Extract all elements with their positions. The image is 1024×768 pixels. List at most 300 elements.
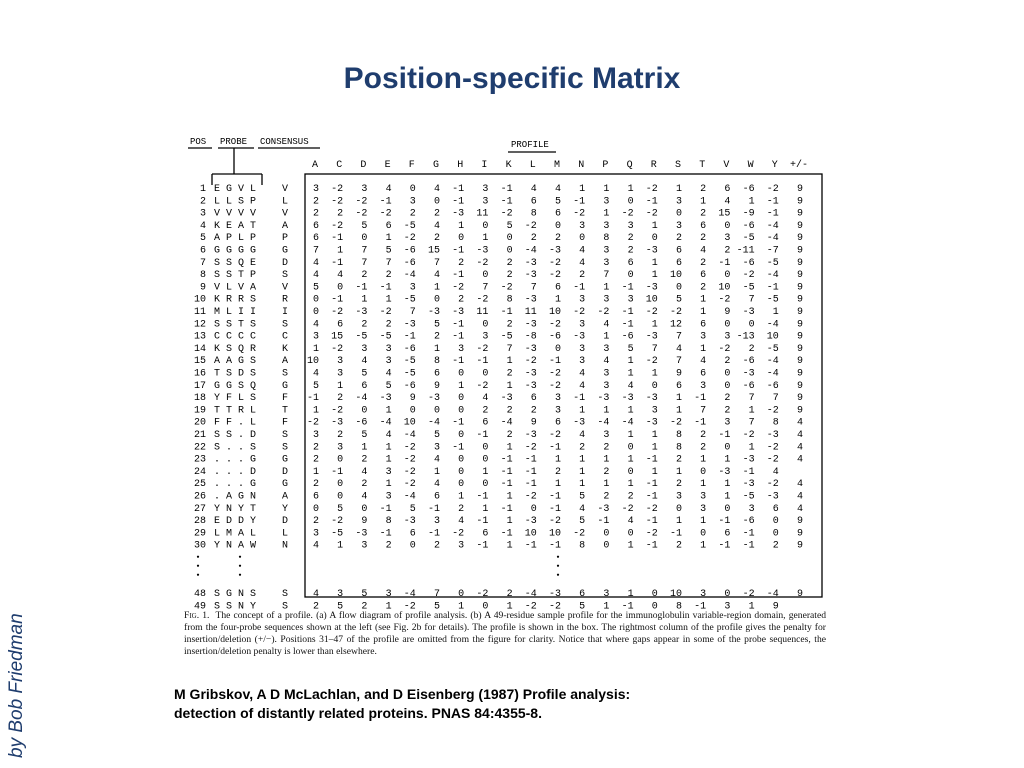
profile-cell: -2: [331, 343, 344, 355]
profile-cell: -2: [766, 479, 779, 491]
profile-cell: 3: [337, 589, 344, 600]
profile-cell: 1: [361, 442, 368, 454]
profile-cell: 3: [312, 528, 319, 540]
profile-cell: -2: [573, 528, 586, 540]
profile-cell: -3: [524, 430, 537, 441]
profile-cell: -3: [524, 257, 537, 269]
profile-cell: 0: [554, 343, 561, 355]
profile-cell: 1: [700, 343, 707, 355]
profile-cell: 7: [603, 270, 610, 282]
profile-cell: 6: [312, 220, 319, 232]
row-position: 7: [199, 257, 206, 269]
profile-cell: -2: [331, 220, 344, 232]
profile-cell: 3: [312, 430, 319, 441]
profile-cell: -2: [355, 208, 368, 220]
profile-cell: 3: [675, 220, 682, 232]
profile-cell: 2: [603, 466, 610, 478]
profile-cell: 15: [331, 331, 344, 343]
profile-cell: 2: [433, 331, 440, 343]
profile-cell: 5: [361, 368, 368, 380]
profile-cell: 7: [361, 257, 368, 269]
profile-cell: -1: [452, 270, 465, 282]
profile-cell: -2: [621, 208, 634, 220]
profile-cell: 1: [385, 405, 392, 417]
profile-cell: 5: [433, 601, 440, 613]
profile-cell: 1: [554, 294, 561, 306]
profile-cell: 2: [724, 405, 731, 417]
profile-cell: 2: [700, 442, 707, 454]
profile-cell: 4: [385, 368, 392, 380]
profile-cell: 5: [312, 282, 319, 294]
profile-cell: -6: [403, 343, 416, 355]
profile-cell: -2: [524, 356, 537, 368]
omitted-rows-dot: [239, 556, 241, 558]
profile-cell: 3: [361, 343, 368, 355]
profile-cell: -2: [476, 380, 489, 392]
profile-cell: 7: [675, 356, 682, 368]
profile-cell: 2: [385, 270, 392, 282]
profile-cell: 0: [458, 466, 465, 478]
slide-title: Position-specific Matrix: [343, 62, 681, 95]
profile-cell: 10: [524, 528, 537, 540]
row-consensus: S: [281, 319, 289, 331]
profile-cell: -3: [452, 208, 465, 220]
profile-cell: 8: [579, 540, 586, 552]
profile-cell: 0: [748, 319, 755, 331]
profile-cell: 8: [675, 442, 682, 454]
profile-cell: 2: [700, 257, 707, 269]
row-consensus: V: [281, 282, 289, 294]
profile-cell: 1: [748, 405, 755, 417]
profile-cell: 4: [796, 430, 803, 441]
profile-cell: 12: [669, 319, 682, 331]
row-probe-residues: Y F L S: [214, 393, 257, 405]
profile-cell: 9: [361, 516, 368, 528]
profile-cell: -1: [379, 528, 392, 540]
profile-cell: -1: [331, 257, 344, 269]
profile-cell: 0: [627, 466, 634, 478]
profile-cell: 1: [603, 208, 610, 220]
profile-cell: 1: [627, 454, 634, 466]
row-consensus: S: [281, 442, 289, 454]
profile-cell: 4: [579, 257, 586, 269]
profile-cell: -4: [403, 491, 416, 503]
profile-cell: 4: [312, 368, 319, 380]
profile-cell: 1: [700, 196, 707, 208]
profile-cell: 0: [675, 282, 682, 294]
profile-cell: 5: [337, 503, 344, 515]
profile-cell: -1: [548, 442, 561, 454]
profile-cell: 1: [312, 405, 319, 417]
profile-cell: 1: [627, 405, 634, 417]
profile-cell: 5: [433, 430, 440, 441]
profile-cell: -1: [742, 540, 755, 552]
profile-cell: 2: [700, 208, 707, 220]
profile-cell: 3: [675, 491, 682, 503]
profile-cell: 3: [385, 356, 392, 368]
row-position: 4: [199, 220, 206, 232]
profile-cell: 0: [724, 442, 731, 454]
profile-cell: 1: [651, 466, 658, 478]
profile-cell: 0: [458, 479, 465, 491]
profile-cell: 4: [433, 270, 440, 282]
profile-cell: 2: [554, 233, 561, 245]
profile-cell: 1: [627, 589, 634, 600]
figure-caption: [184, 610, 826, 658]
profile-cell: 15: [427, 245, 440, 257]
profile-cell: -4: [524, 589, 537, 600]
row-probe-residues: G G G G: [214, 245, 257, 257]
profile-cell: 3: [603, 245, 610, 257]
profile-cell: -2: [331, 184, 344, 195]
row-probe-residues: Y N A W: [214, 540, 257, 552]
profile-cell: 3: [700, 380, 707, 392]
profile-cell: -1: [476, 356, 489, 368]
profile-cell: 2: [579, 442, 586, 454]
profile-cell: 1: [579, 405, 586, 417]
profile-cell: 3: [724, 233, 731, 245]
profile-cell: -4: [500, 417, 513, 429]
profile-cell: 2: [554, 466, 561, 478]
profile-cell: -2: [548, 430, 561, 441]
profile-cell: 3: [337, 368, 344, 380]
profile-cell: -4: [766, 368, 779, 380]
profile-cell: 0: [651, 589, 658, 600]
row-probe-residues: S S T P: [214, 270, 257, 282]
profile-cell: 2: [385, 319, 392, 331]
profile-cell: 1: [506, 516, 513, 528]
profile-cell: 2: [458, 294, 465, 306]
profile-cell: 4: [579, 430, 586, 441]
profile-cell: 9: [796, 405, 803, 417]
column-header-6: G: [432, 160, 440, 171]
profile-cell: 1: [627, 356, 634, 368]
profile-cell: 3: [603, 430, 610, 441]
row-consensus: A: [281, 491, 289, 503]
profile-cell: 1: [748, 196, 755, 208]
profile-cell: -2: [548, 601, 561, 613]
profile-cell: 6: [409, 528, 416, 540]
profile-cell: -3: [476, 245, 489, 257]
profile-cell: 3: [603, 196, 610, 208]
profile-cell: -1: [645, 454, 658, 466]
profile-cell: -1: [766, 282, 779, 294]
profile-cell: -2: [331, 516, 344, 528]
profile-cell: -3: [742, 307, 755, 318]
profile-cell: -4: [524, 245, 537, 257]
profile-cell: -4: [766, 589, 779, 600]
probe-header: PROBE: [220, 137, 248, 147]
profile-cell: 1: [385, 454, 392, 466]
profile-cell: 1: [603, 331, 610, 343]
profile-cell: 9: [433, 380, 440, 392]
profile-cell: 4: [724, 196, 731, 208]
profile-cell: 1: [579, 479, 586, 491]
row-probe-residues: F F . L: [214, 417, 257, 429]
profile-cell: 4: [530, 184, 537, 195]
row-probe-residues: E G V L: [214, 184, 257, 195]
row-probe-residues: Y N Y T: [214, 503, 257, 515]
profile-cell: -5: [766, 257, 779, 269]
profile-cell: 1: [361, 294, 368, 306]
column-header-2: C: [336, 160, 343, 171]
profile-cell: 11: [524, 307, 537, 318]
profile-cell: 8: [675, 601, 682, 613]
profile-cell: 11: [476, 208, 489, 220]
profile-cell: 1: [627, 368, 634, 380]
profile-cell: 4: [796, 442, 803, 454]
profile-cell: 2: [530, 405, 537, 417]
profile-cell: 6: [724, 184, 731, 195]
column-header-4: E: [384, 160, 391, 171]
profile-cell: 4: [312, 540, 319, 552]
profile-cell: -2: [379, 208, 392, 220]
profile-cell: -2: [548, 516, 561, 528]
profile-cell: 1: [675, 184, 682, 195]
profile-cell: -1: [621, 601, 634, 613]
profile-cell: -5: [742, 282, 755, 294]
profile-cell: -5: [500, 331, 513, 343]
row-consensus: A: [281, 356, 289, 368]
profile-cell: 9: [796, 528, 803, 540]
row-position: 11: [193, 307, 206, 318]
profile-cell: 2: [361, 454, 368, 466]
profile-cell: -3: [742, 479, 755, 491]
profile-cell: 10: [766, 331, 779, 343]
profile-cell: 5: [409, 503, 416, 515]
profile-cell: -2: [645, 503, 658, 515]
profile-cell: -1: [306, 393, 319, 405]
profile-cell: 10: [548, 528, 561, 540]
reference-citation: [174, 685, 774, 723]
profile-cell: 11: [476, 307, 489, 318]
profile-cell: -2: [742, 589, 755, 600]
profile-cell: -2: [524, 442, 537, 454]
profile-cell: 1: [385, 601, 392, 613]
column-header-7: H: [457, 160, 464, 171]
profile-cell: -1: [500, 466, 513, 478]
row-probe-residues: T S D S: [214, 368, 257, 380]
row-consensus: D: [281, 466, 289, 478]
profile-cell: 4: [627, 380, 634, 392]
profile-cell: -1: [452, 319, 465, 331]
profile-cell: -3: [718, 466, 731, 478]
profile-cell: 9: [796, 270, 803, 282]
profile-cell: -3: [524, 343, 537, 355]
profile-cell: -1: [573, 196, 586, 208]
row-position: 25: [193, 479, 206, 491]
profile-cell: -3: [645, 393, 658, 405]
row-probe-residues: A P L P: [214, 233, 257, 245]
profile-cell: 1: [312, 466, 319, 478]
profile-cell: -5: [742, 491, 755, 503]
profile-cell: -3: [524, 270, 537, 282]
profile-cell: 1: [627, 430, 634, 441]
profile-cell: 0: [458, 405, 465, 417]
profile-cell: 2: [627, 491, 634, 503]
profile-cell: 8: [675, 430, 682, 441]
profile-cell: 9: [796, 307, 803, 318]
profile-cell: 4: [361, 466, 368, 478]
column-header-5: F: [408, 160, 415, 171]
profile-cell: 9: [796, 233, 803, 245]
profile-cell: -1: [379, 196, 392, 208]
profile-cell: -1: [500, 196, 513, 208]
profile-cell: 4: [772, 466, 779, 478]
profile-cell: 2: [506, 589, 513, 600]
row-position: 10: [193, 294, 206, 306]
row-position: 19: [193, 405, 206, 417]
profile-cell: 4: [433, 479, 440, 491]
profile-cell: 3: [700, 503, 707, 515]
profile-cell: 1: [772, 307, 779, 318]
row-position: 26: [193, 491, 206, 503]
profile-cell: 0: [482, 270, 489, 282]
profile-cell: 3: [724, 331, 731, 343]
profile-cell: 2: [482, 405, 489, 417]
profile-cell: -3: [427, 393, 440, 405]
profile-cell: 4: [385, 184, 392, 195]
profile-cell: -2: [548, 257, 561, 269]
profile-cell: 1: [337, 245, 344, 257]
omitted-rows-dot: [557, 556, 559, 558]
profile-cell: -2: [379, 307, 392, 318]
row-consensus: G: [281, 380, 289, 392]
profile-cell: 0: [482, 601, 489, 613]
profile-cell: 0: [482, 220, 489, 232]
column-header-13: P: [602, 160, 609, 171]
profile-cell: 1: [675, 393, 682, 405]
profile-cell: 2: [409, 208, 416, 220]
profile-cell: 0: [337, 282, 344, 294]
profile-cell: -2: [476, 589, 489, 600]
profile-cell: 7: [482, 282, 489, 294]
profile-cell: -4: [766, 220, 779, 232]
profile-cell: 7: [530, 282, 537, 294]
profile-cell: 8: [385, 516, 392, 528]
profile-cell: 10: [548, 307, 561, 318]
profile-cell: -3: [331, 417, 344, 429]
profile-cell: 2: [603, 491, 610, 503]
profile-cell: -6: [742, 184, 755, 195]
row-position: 16: [193, 368, 206, 380]
profile-cell: 0: [675, 503, 682, 515]
profile-cell: -13: [736, 331, 755, 343]
profile-cell: -1: [766, 208, 779, 220]
profile-cell: -5: [742, 233, 755, 245]
profile-cell: 9: [796, 282, 803, 294]
profile-cell: 15: [718, 208, 731, 220]
profile-cell: 0: [724, 589, 731, 600]
profile-cell: -6: [742, 220, 755, 232]
column-header-14: Q: [626, 160, 633, 171]
profile-cell: -4: [403, 430, 416, 441]
profile-cell: 6: [627, 257, 634, 269]
profile-cell: -1: [694, 417, 707, 429]
profile-cell: 3: [458, 343, 465, 355]
profile-cell: 5: [385, 380, 392, 392]
profile-cell: 9: [796, 196, 803, 208]
profile-cell: -4: [403, 270, 416, 282]
row-consensus: S: [281, 270, 289, 282]
profile-cell: -1: [500, 454, 513, 466]
profile-cell: 0: [458, 454, 465, 466]
profile-cell: 0: [337, 479, 344, 491]
row-position: 28: [193, 516, 206, 528]
omitted-rows-dot: [197, 574, 199, 576]
profile-cell: 6: [554, 282, 561, 294]
profile-cell: 3: [603, 343, 610, 355]
profile-cell: -2: [742, 270, 755, 282]
profile-cell: 1: [651, 270, 658, 282]
profile-cell: 2: [675, 233, 682, 245]
profile-cell: -1: [548, 491, 561, 503]
column-header-18: V: [723, 160, 730, 171]
profile-cell: 1: [506, 380, 513, 392]
profile-cell: 3: [458, 540, 465, 552]
profile-cell: 3: [579, 356, 586, 368]
row-position: 2: [199, 196, 206, 208]
profile-cell: -6: [766, 380, 779, 392]
profile-cell: 1: [675, 405, 682, 417]
profile-cell: 9: [796, 184, 803, 195]
profile-cell: -1: [645, 516, 658, 528]
profile-cell: -2: [573, 208, 586, 220]
profile-cell: 1: [700, 454, 707, 466]
profile-cell: 0: [361, 405, 368, 417]
profile-cell: -2: [621, 503, 634, 515]
profile-cell: 0: [433, 405, 440, 417]
profile-cell: 4: [579, 380, 586, 392]
profile-cell: 9: [796, 516, 803, 528]
row-consensus: D: [281, 516, 289, 528]
profile-cell: -1: [597, 516, 610, 528]
profile-cell: 1: [700, 307, 707, 318]
profile-cell: 7: [748, 294, 755, 306]
row-position: 1: [199, 184, 206, 195]
profile-cell: 9: [796, 380, 803, 392]
profile-cell: 2: [724, 393, 731, 405]
profile-cell: 4: [603, 319, 610, 331]
row-consensus: S: [281, 601, 289, 613]
profile-cell: 4: [312, 319, 319, 331]
row-consensus: V: [281, 184, 289, 195]
profile-cell: 2: [579, 270, 586, 282]
profile-cell: 0: [724, 270, 731, 282]
profile-cell: 0: [361, 233, 368, 245]
profile-cell: 1: [482, 233, 489, 245]
profile-cell: -1: [573, 393, 586, 405]
profile-cell: 9: [796, 294, 803, 306]
profile-cell: 0: [312, 503, 319, 515]
profile-cell: -6: [742, 516, 755, 528]
profile-cell: 1: [603, 184, 610, 195]
profile-cell: 4: [458, 516, 465, 528]
column-header-11: M: [553, 160, 561, 171]
profile-cell: 2: [530, 233, 537, 245]
profile-cell: -2: [645, 356, 658, 368]
profile-cell: 1: [651, 319, 658, 331]
profile-cell: 6: [554, 208, 561, 220]
profile-cell: 1: [675, 466, 682, 478]
profile-cell: 4: [796, 479, 803, 491]
profile-cell: -2: [669, 417, 682, 429]
profile-cell: -1: [476, 430, 489, 441]
row-consensus: S: [281, 368, 289, 380]
profile-cell: 3: [579, 294, 586, 306]
profile-cell: 1: [603, 601, 610, 613]
profile-cell: -1: [621, 307, 634, 318]
